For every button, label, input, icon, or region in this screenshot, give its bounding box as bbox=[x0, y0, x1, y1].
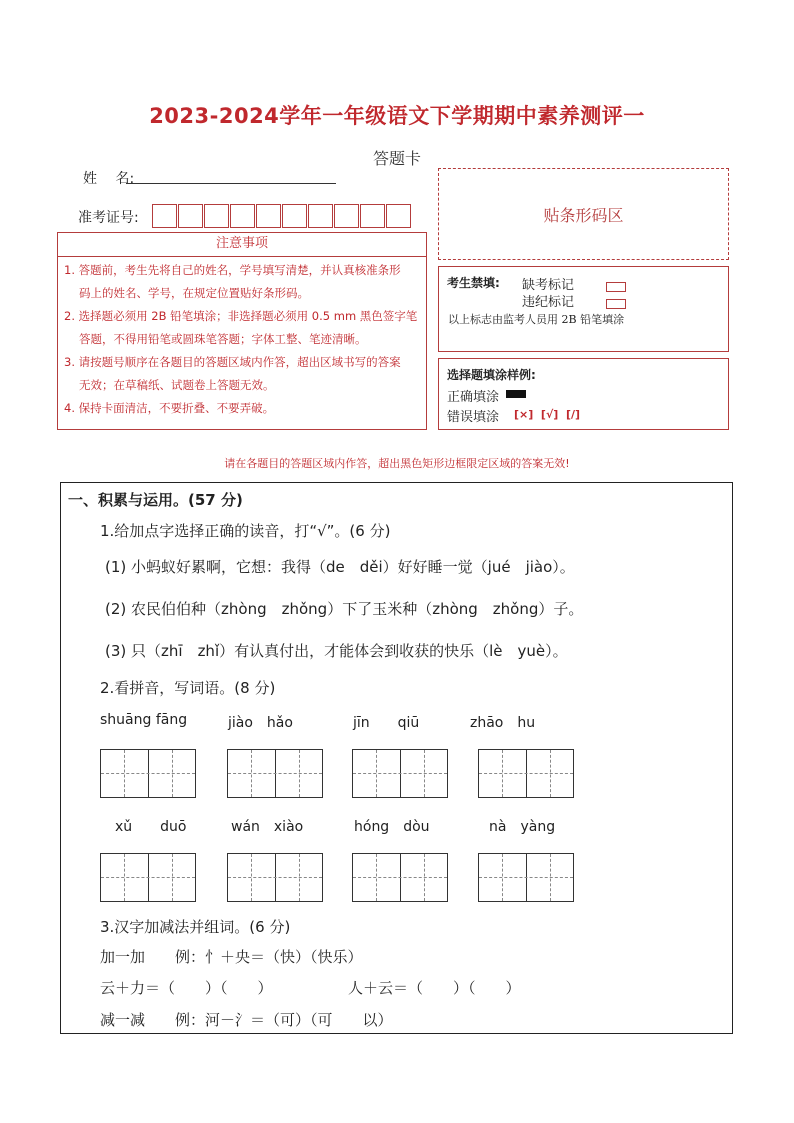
pinyin-2: jiào hǎo bbox=[228, 715, 293, 731]
id-label: 准考证号: bbox=[78, 210, 139, 226]
notes-heading: 注意事项 bbox=[57, 232, 427, 257]
sample-wrong-marks: [×] [√] [/] bbox=[514, 408, 581, 421]
pinyin-3: jīn qiū bbox=[353, 715, 420, 731]
q3-title: 3.汉字加减法并组词。(6 分) bbox=[100, 918, 291, 936]
pinyin-8: nà yàng bbox=[489, 819, 556, 835]
writing-grid[interactable] bbox=[100, 853, 196, 902]
q1-item-3: (3) 只（zhī zhǐ）有认真付出，才能体会到收获的快乐（lè yuè）。 bbox=[105, 642, 568, 660]
q3-line-1: 加一加 例：忄＋央＝（快）（快乐） bbox=[100, 948, 363, 966]
writing-grid[interactable] bbox=[227, 749, 323, 798]
sample-heading: 选择题填涂样例: bbox=[447, 368, 536, 382]
forbidden-label: 考生禁填: bbox=[447, 276, 500, 290]
writing-grid[interactable] bbox=[227, 853, 323, 902]
sample-correct-label: 正确填涂 bbox=[447, 390, 500, 405]
pinyin-4: zhāo hu bbox=[470, 715, 536, 731]
q1-title: 1.给加点字选择正确的读音，打“√”。(6 分) bbox=[100, 522, 391, 540]
violation-label: 违纪标记 bbox=[522, 295, 575, 310]
filled-mark-icon bbox=[506, 390, 526, 398]
q3-line-2b: 人＋云＝（ ）（ ） bbox=[348, 979, 521, 997]
page-subtitle: 答题卡 bbox=[372, 149, 421, 168]
answer-area-warning: 请在各题目的答题区域内作答，超出黑色矩形边框限定区域的答案无效! bbox=[224, 457, 570, 470]
writing-grid[interactable] bbox=[352, 749, 448, 798]
note-line-3: 2. 选择题必须用 2B 铅笔填涂；非选择题必须用 0.5 mm 黑色签字笔 bbox=[64, 309, 418, 323]
violation-mark-box[interactable] bbox=[606, 293, 626, 312]
q3-line-2a: 云＋力＝（ ）（ ） bbox=[100, 979, 273, 997]
writing-grid[interactable] bbox=[352, 853, 448, 902]
writing-grid[interactable] bbox=[478, 749, 574, 798]
pinyin-5: xǔ duō bbox=[115, 819, 187, 835]
pinyin-6: wán xiào bbox=[231, 819, 304, 835]
q3-line-3: 减一减 例：河－氵＝（可）（可 以） bbox=[100, 1011, 393, 1029]
sample-wrong-label: 错误填涂 bbox=[447, 410, 500, 425]
name-label: 姓 名: bbox=[83, 171, 135, 187]
note-line-6: 无效；在草稿纸、试题卷上答题无效。 bbox=[79, 378, 275, 392]
note-line-2: 码上的姓名、学号，在规定位置贴好条形码。 bbox=[79, 286, 309, 300]
pinyin-7: hóng dòu bbox=[354, 819, 430, 835]
section-heading: 一、积累与运用。(57 分) bbox=[68, 491, 243, 509]
id-cells[interactable] bbox=[152, 204, 422, 230]
note-line-5: 3. 请按题号顺序在各题目的答题区域内作答，超出区域书写的答案 bbox=[64, 355, 401, 369]
note-line-7: 4. 保持卡面清洁，不要折叠、不要弄破。 bbox=[64, 401, 275, 415]
note-line-4: 答题，不得用铅笔或圆珠笔答题；字体工整、笔迹清晰。 bbox=[79, 332, 367, 346]
pinyin-1: shuāng fāng bbox=[100, 712, 188, 728]
page-title: 2023-2024学年一年级语文下学期期中素养测评一 bbox=[149, 104, 645, 128]
absent-label: 缺考标记 bbox=[522, 278, 575, 293]
q1-item-2: (2) 农民伯伯种（zhòng zhǒng）下了玉米种（zhòng zhǒng）子。 bbox=[105, 600, 584, 618]
q1-item-1: (1) 小蚂蚁好累啊，它想：我得（de děi）好好睡一觉（jué jiào）。 bbox=[105, 558, 575, 576]
writing-grid[interactable] bbox=[478, 853, 574, 902]
barcode-label: 贴条形码区 bbox=[543, 206, 624, 225]
q2-title: 2.看拼音，写词语。(8 分) bbox=[100, 679, 276, 697]
writing-grid[interactable] bbox=[100, 749, 196, 798]
forbidden-note: 以上标志由监考人员用 2B 铅笔填涂 bbox=[448, 313, 625, 326]
note-line-1: 1. 答题前，考生先将自己的姓名，学号填写清楚，并认真核准条形 bbox=[64, 263, 401, 277]
name-field[interactable] bbox=[126, 183, 336, 184]
barcode-area bbox=[438, 168, 729, 260]
